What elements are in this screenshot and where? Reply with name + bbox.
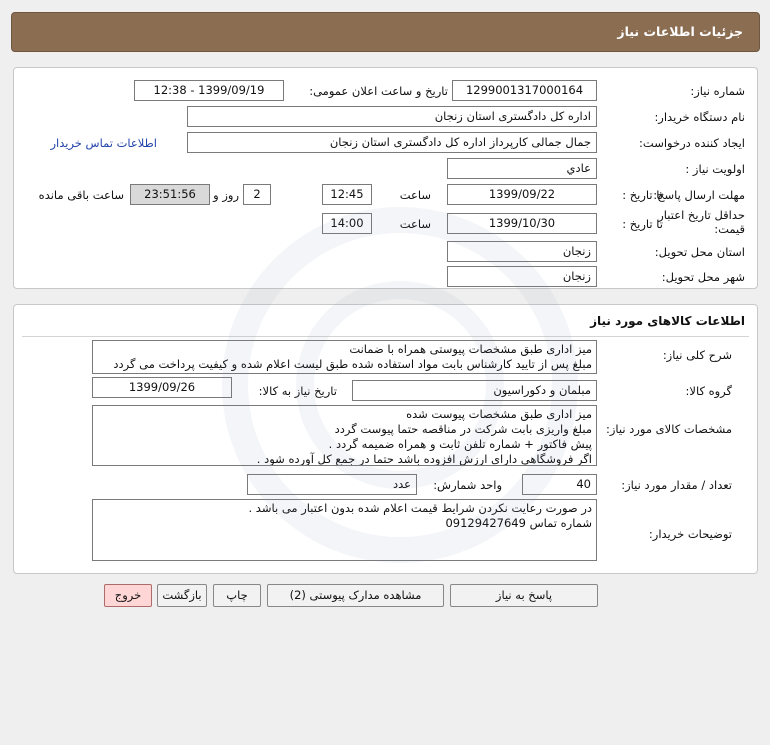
validity-time-field: 14:00 [322,213,372,234]
validity-date-field: 1399/10/30 [447,213,597,234]
priority-label: اولویت نیاز : [685,162,745,176]
price-validity-label: حداقل تاریخ اعتبار [658,208,745,222]
priority-field: عادي [447,158,597,179]
goods-section-title: اطلاعات کالاهای مورد نیاز [590,314,745,328]
province-label: استان محل تحویل: [654,245,745,259]
quantity-field: 40 [522,474,597,495]
page-header [11,12,760,52]
unit-label: واحد شمارش: [433,478,502,492]
specs-label: مشخصات کالای مورد نیاز: [605,422,732,436]
buyer-contact-link[interactable]: اطلاعات تماس خریدار [50,136,157,150]
buyer-notes-field [92,499,597,561]
need-details-panel [13,67,758,289]
specs-line: پیش فاکتور + شماره تلفن ثابت و همراه ضمیمه گردد . [328,437,592,451]
need-date-label: تاریخ نیاز به کالا: [258,384,337,398]
deadline-label: مهلت ارسال پاسخ: [653,188,745,202]
buyer-notes-label: توضیحات خریدار: [648,527,732,541]
goods-group-label: گروه کالا: [685,384,732,398]
city-label: شهر محل تحویل: [661,270,745,284]
need-number-label: شماره نیاز: [690,84,745,98]
validity-time-label: ساعت [399,217,431,231]
announce-label: تاریخ و ساعت اعلان عمومی: [309,84,448,98]
buyer-org-label: نام دستگاه خریدار: [654,110,745,124]
back-button[interactable]: بازگشت [157,584,207,607]
remaining-time-field: 23:51:56 [130,184,210,205]
days-remaining-field: 2 [243,184,271,205]
price-validity-label-2: قیمت: [714,222,745,236]
validity-to-date-label: تا تاریخ : [622,217,663,231]
remaining-time-label: ساعت باقی مانده [38,188,124,202]
deadline-date-field: 1399/09/22 [447,184,597,205]
buyer-org-field: اداره کل دادگستری استان زنجان [187,106,597,127]
notes-line: شماره تماس 09129427649 [445,516,592,530]
print-button[interactable]: چاپ [213,584,261,607]
notes-line: در صورت رعایت نکردن شرایط قیمت اعلام شده بدون اعتبار می باشد . [248,501,592,515]
description-field [92,340,597,374]
view-attachments-button[interactable]: مشاهده مدارک پیوستی (2) [267,584,444,607]
unit-field: عدد [247,474,417,495]
quantity-label: تعداد / مقدار مورد نیاز: [621,478,732,492]
page-title: جزئیات اطلاعات نیاز [617,24,743,39]
section-divider [22,336,749,337]
days-label: روز و [213,188,239,202]
specs-line: میز اداری طبق مشخصات پیوست شده [406,407,592,421]
need-date-field: 1399/09/26 [92,377,232,398]
specs-line: اگر فروشگاهی دارای ارزش افزوده باشد حتما در جمع کل آورده شود . [256,452,592,466]
city-field: زنجان [447,266,597,287]
announce-date-field: 1399/09/19 - 12:38 [134,80,284,101]
need-number-field: 1299001317000164 [452,80,597,101]
deadline-time-label: ساعت [399,188,431,202]
description-line: میز اداری طبق مشخصات پیوستی همراه با ضمانت [349,342,592,356]
goods-panel [13,304,758,574]
province-field: زنجان [447,241,597,262]
requester-field: جمال جمالی کارپرداز اداره کل دادگستری استان زنجان [187,132,597,153]
specs-field [92,405,597,466]
reply-button[interactable]: پاسخ به نیاز [450,584,598,607]
deadline-time-field: 12:45 [322,184,372,205]
description-line: مبلغ پس از تایید کارشناس بابت مواد استفاده شده طبق لیست اعلام شده و کیفیت پرداخت می گردد [113,357,592,371]
requester-label: ایجاد کننده درخواست: [639,136,745,150]
exit-button[interactable]: خروج [104,584,152,607]
goods-group-field: مبلمان و دکوراسیون [352,380,597,401]
deadline-to-date-label: تا تاریخ : [622,188,663,202]
description-label: شرح کلی نیاز: [662,348,732,362]
specs-line: مبلغ واریزی بابت شرکت در مناقصه حتما پیوست گردد [334,422,592,436]
